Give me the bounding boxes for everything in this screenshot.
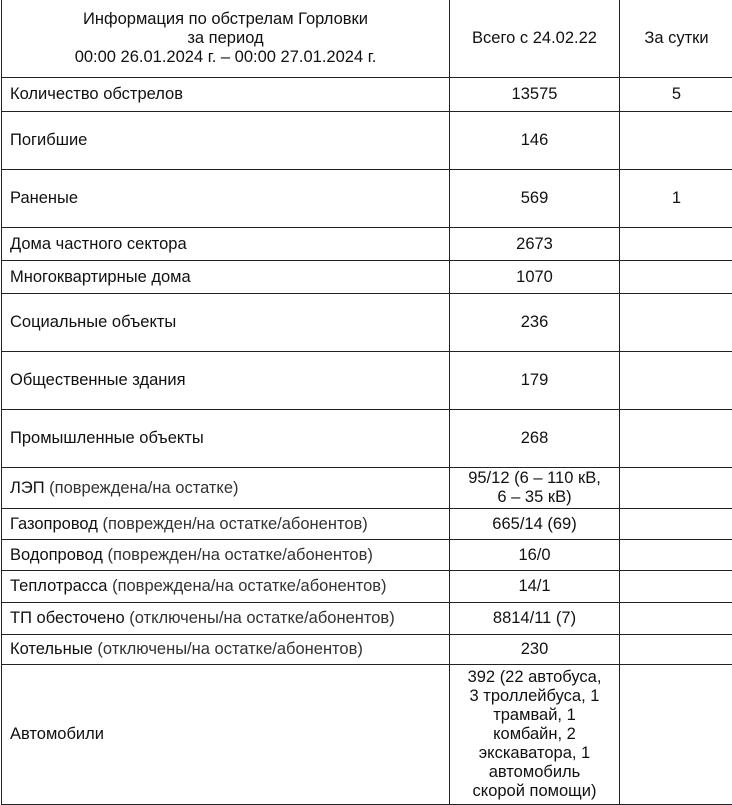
col-header-total: Всего с 24.02.22 — [450, 0, 620, 78]
row-note: (повреждена/на остатке/абонентов) — [112, 577, 386, 595]
row-day: 1 — [620, 170, 732, 228]
row-label: Раненые — [2, 170, 450, 228]
col-header-day: За сутки — [620, 0, 732, 78]
table-row — [2, 468, 732, 509]
table-row — [2, 540, 732, 571]
row-total: 2673 — [450, 228, 620, 261]
row-day — [620, 571, 732, 603]
row-label: Социальные объекты — [2, 294, 450, 352]
row-total: 665/14 (69) — [450, 509, 620, 540]
row-day — [620, 635, 732, 665]
row-label: ТП обесточено (отключены/на остатке/абонентов) — [2, 603, 450, 635]
table-row — [2, 228, 732, 261]
row-note: (повреждена/на остатке) — [49, 479, 238, 497]
row-total: 8814/11 (7) — [450, 603, 620, 635]
row-label: Газопровод (поврежден/на остатке/абонентов) — [2, 509, 450, 540]
row-label: Котельные (отключены/на остатке/абонентов) — [2, 635, 450, 665]
row-label: Погибшие — [2, 112, 450, 170]
row-day — [620, 352, 732, 410]
row-note: (поврежден/на остатке/абонентов) — [102, 515, 367, 533]
row-label: Многоквартирные дома — [2, 261, 450, 294]
row-total: 236 — [450, 294, 620, 352]
table-row — [2, 665, 732, 805]
table-row — [2, 509, 732, 540]
shelling-report-table — [1, 0, 732, 805]
row-total: 268 — [450, 410, 620, 468]
row-day — [620, 112, 732, 170]
row-total: 16/0 — [450, 540, 620, 571]
row-day — [620, 294, 732, 352]
row-day — [620, 509, 732, 540]
row-label: Количество обстрелов — [2, 78, 450, 112]
row-note: (отключены/на остатке/абонентов) — [129, 609, 394, 627]
row-total: 392 (22 автобуса, 3 троллейбуса, 1 трамвай, 1 комбайн, 2 экскаватора, 1 автомобиль скорой помощи) — [450, 665, 620, 805]
row-label: Общественные здания — [2, 352, 450, 410]
table-row — [2, 294, 732, 352]
row-note: (отключены/на остатке/абонентов) — [97, 640, 362, 658]
report-title-line2: за период — [10, 29, 441, 48]
row-label: ЛЭП (повреждена/на остатке) — [2, 468, 450, 509]
table-row — [2, 635, 732, 665]
row-day — [620, 261, 732, 294]
table-row — [2, 410, 732, 468]
table-row — [2, 603, 732, 635]
table-row — [2, 112, 732, 170]
table-row — [2, 261, 732, 294]
row-label: Теплотрасса (повреждена/на остатке/абонентов) — [2, 571, 450, 603]
row-total: 13575 — [450, 78, 620, 112]
row-total: 95/12 (6 – 110 кВ, 6 – 35 кВ) — [450, 468, 620, 509]
row-label: Дома частного сектора — [2, 228, 450, 261]
row-label: Водопровод (поврежден/на остатке/абонентов) — [2, 540, 450, 571]
report-title-cell — [2, 0, 450, 78]
row-day — [620, 228, 732, 261]
table-row — [2, 170, 732, 228]
row-day: 5 — [620, 78, 732, 112]
row-day — [620, 410, 732, 468]
row-day — [620, 665, 732, 805]
row-label: Автомобили — [2, 665, 450, 805]
row-total: 146 — [450, 112, 620, 170]
row-total: 569 — [450, 170, 620, 228]
row-day — [620, 468, 732, 509]
row-note: (поврежден/на остатке/абонентов) — [108, 546, 373, 564]
report-title-line1: Информация по обстрелам Горловки — [10, 10, 441, 29]
row-day — [620, 540, 732, 571]
table-row — [2, 571, 732, 603]
report-period: 00:00 26.01.2024 г. – 00:00 27.01.2024 г. — [10, 48, 441, 67]
row-total: 179 — [450, 352, 620, 410]
row-total: 14/1 — [450, 571, 620, 603]
table-row — [2, 352, 732, 410]
row-day — [620, 603, 732, 635]
header-row — [2, 0, 732, 78]
row-label: Промышленные объекты — [2, 410, 450, 468]
row-total: 230 — [450, 635, 620, 665]
row-total: 1070 — [450, 261, 620, 294]
table-row — [2, 78, 732, 112]
